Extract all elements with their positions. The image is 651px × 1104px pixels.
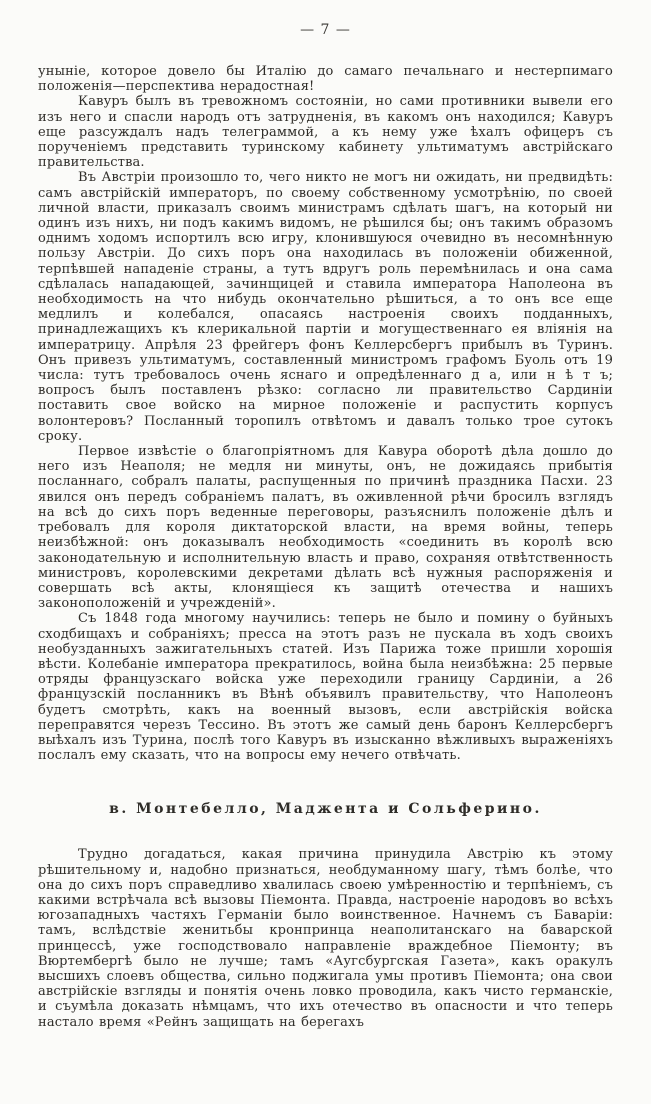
page-number: — 7 — — [300, 22, 351, 38]
paragraph: уныніе, которое довело бы Италію до самаго печальнаго и нестерпимаго положенія—перспектива нерадостная! — [38, 64, 613, 95]
paragraph: Трудно догадаться, какая причина принудила Австрію къ этому рѣшительному и, надобно признаться, необдуманному шагу, тѣмъ болѣе, что она до сихъ поръ справедливо хвалилась своею умѣренностію и терпѣніемъ, съ какими встрѣчала всѣ вызовы Піемонта. Правда, настроеніе народовъ во всѣхъ югозападныхъ частяхъ Германіи было воинственное. Начнемъ съ Баваріи: тамъ, вслѣдствіе женитьбы кронпринца неаполитанскаго на баварской принцессѣ, уже господствовало направленіе враждебное Піемонту; въ Вюртембергѣ было не лучше; тамъ «Аугсбургская Газета», какъ оракулъ высшихъ слоевъ общества, сильно поджигала умы противъ Піемонта; она свои австрійскіе взгляды и понятія очень ловко проводила, какъ чисто германскіе, и съумѣла доказать нѣмцамъ, что ихъ отечество въ опасности и что теперь настало время «Рейнъ защищать на берегахъ — [38, 847, 613, 1030]
paragraph: Кавуръ былъ въ тревожномъ состояніи, но сами противники вывели его изъ него и спасли народъ отъ затрудненія, въ какомъ онъ находился; Кавуръ еще разсуждалъ надъ телеграммой, а къ нему уже ѣхалъ офицеръ съ порученіемъ представить туринскому кабинету ультиматумъ австрійскаго правительства. — [38, 94, 613, 171]
section-heading: в. Монтебелло, Маджента и Сольферино. — [109, 801, 542, 818]
paragraph: Первое извѣстіе о благопріятномъ для Кавура оборотѣ дѣла дошло до него изъ Неаполя; не медля ни минуты, онъ, не дожидаясь прибытія посланнаго, собралъ палаты, распущенныя по причинѣ праздника Пасхи. 23 явился онъ передъ собраніемъ палатъ, въ оживленной рѣчи бросилъ взглядъ на всѣ до сихъ поръ веденные переговоры, разъяснилъ положеніе дѣлъ и требовалъ для короля диктаторской власти, на время войны, теперь неизбѣжной: онъ доказывалъ необходимость «соединить въ королѣ всю законодательную и исполнительную власть и право, сохраняя отвѣтственность министровъ, королевскими декретами дѣлать всѣ нужныя распоряженія и совершать всѣ акты, клонящіеся къ защитѣ отечества и нашихъ законоположеній и учрежденій». — [38, 444, 613, 612]
paragraph: Съ 1848 года многому научились: теперь не было и помину о буйныхъ сходбищахъ и собраніяхъ; пресса на этотъ разъ не пускала въ ходъ своихъ необузданныхъ зажигательныхъ статей. Изъ Парижа тоже пришли хорошія вѣсти. Колебаніе императора прекратилось, война была неизбѣжна: 25 первые отряды французскаго войска уже переходили границу Сардиніи, а 26 французскій посланникъ въ Вѣнѣ объявилъ правительству, что Наполеонъ будетъ смотрѣть, какъ на военный вызовъ, если австрійскія войска переправятся черезъ Тессино. Въ этотъ же самый день баронъ Келлерсбергъ выѣхалъ изъ Турина, послѣ того Кавуръ въ изысканно вѣжливыхъ выраженіяхъ послалъ ему сказать, что на вопросы ему нечего отвѣчать. — [38, 611, 613, 764]
paragraph: Въ Австріи произошло то, чего никто не могъ ни ожидать, ни предвидѣть: самъ австрійскій императоръ, по своему собственному усмотрѣнію, по своей личной власти, приказалъ своимъ министрамъ сдѣлать шагъ, на который ни одинъ изъ нихъ, ни подъ какимъ видомъ, не рѣшился бы; онъ такимъ образомъ однимъ ходомъ испортилъ всю игру, клонившуюся очевидно въ несомнѣнную пользу Австріи. До сихъ поръ она находилась въ положеніи обиженной, терпѣвшей нападеніе страны, а тутъ вдругъ роль перемѣнилась и она сама сдѣлалась нападающей, зачинщицей и ставила императора Наполеона въ необходимость на что нибудь окончательно рѣшиться, а то онъ все еще медлилъ и колебался, опасаясь настроенія своихъ подданныхъ, принадлежащихъ къ клерикальной партіи и могущественнаго ея вліянія на императрицу. Апрѣля 23 фрейгеръ фонъ Келлерсбергъ прибылъ въ Туринъ. Онъ привезъ ультиматумъ, составленный министромъ графомъ Буоль отъ 19 числа: тутъ требовалось очень яснаго и опредѣленнаго д а, или н ѣ т ъ; вопросъ былъ поставленъ рѣзко: согласно ли правительство Сардиніи поставить свое войско на мирное положеніе и распустить корпусъ волонтеровъ? Посланный торопилъ отвѣтомъ и давалъ только трое сутокъ сроку. — [38, 170, 613, 444]
